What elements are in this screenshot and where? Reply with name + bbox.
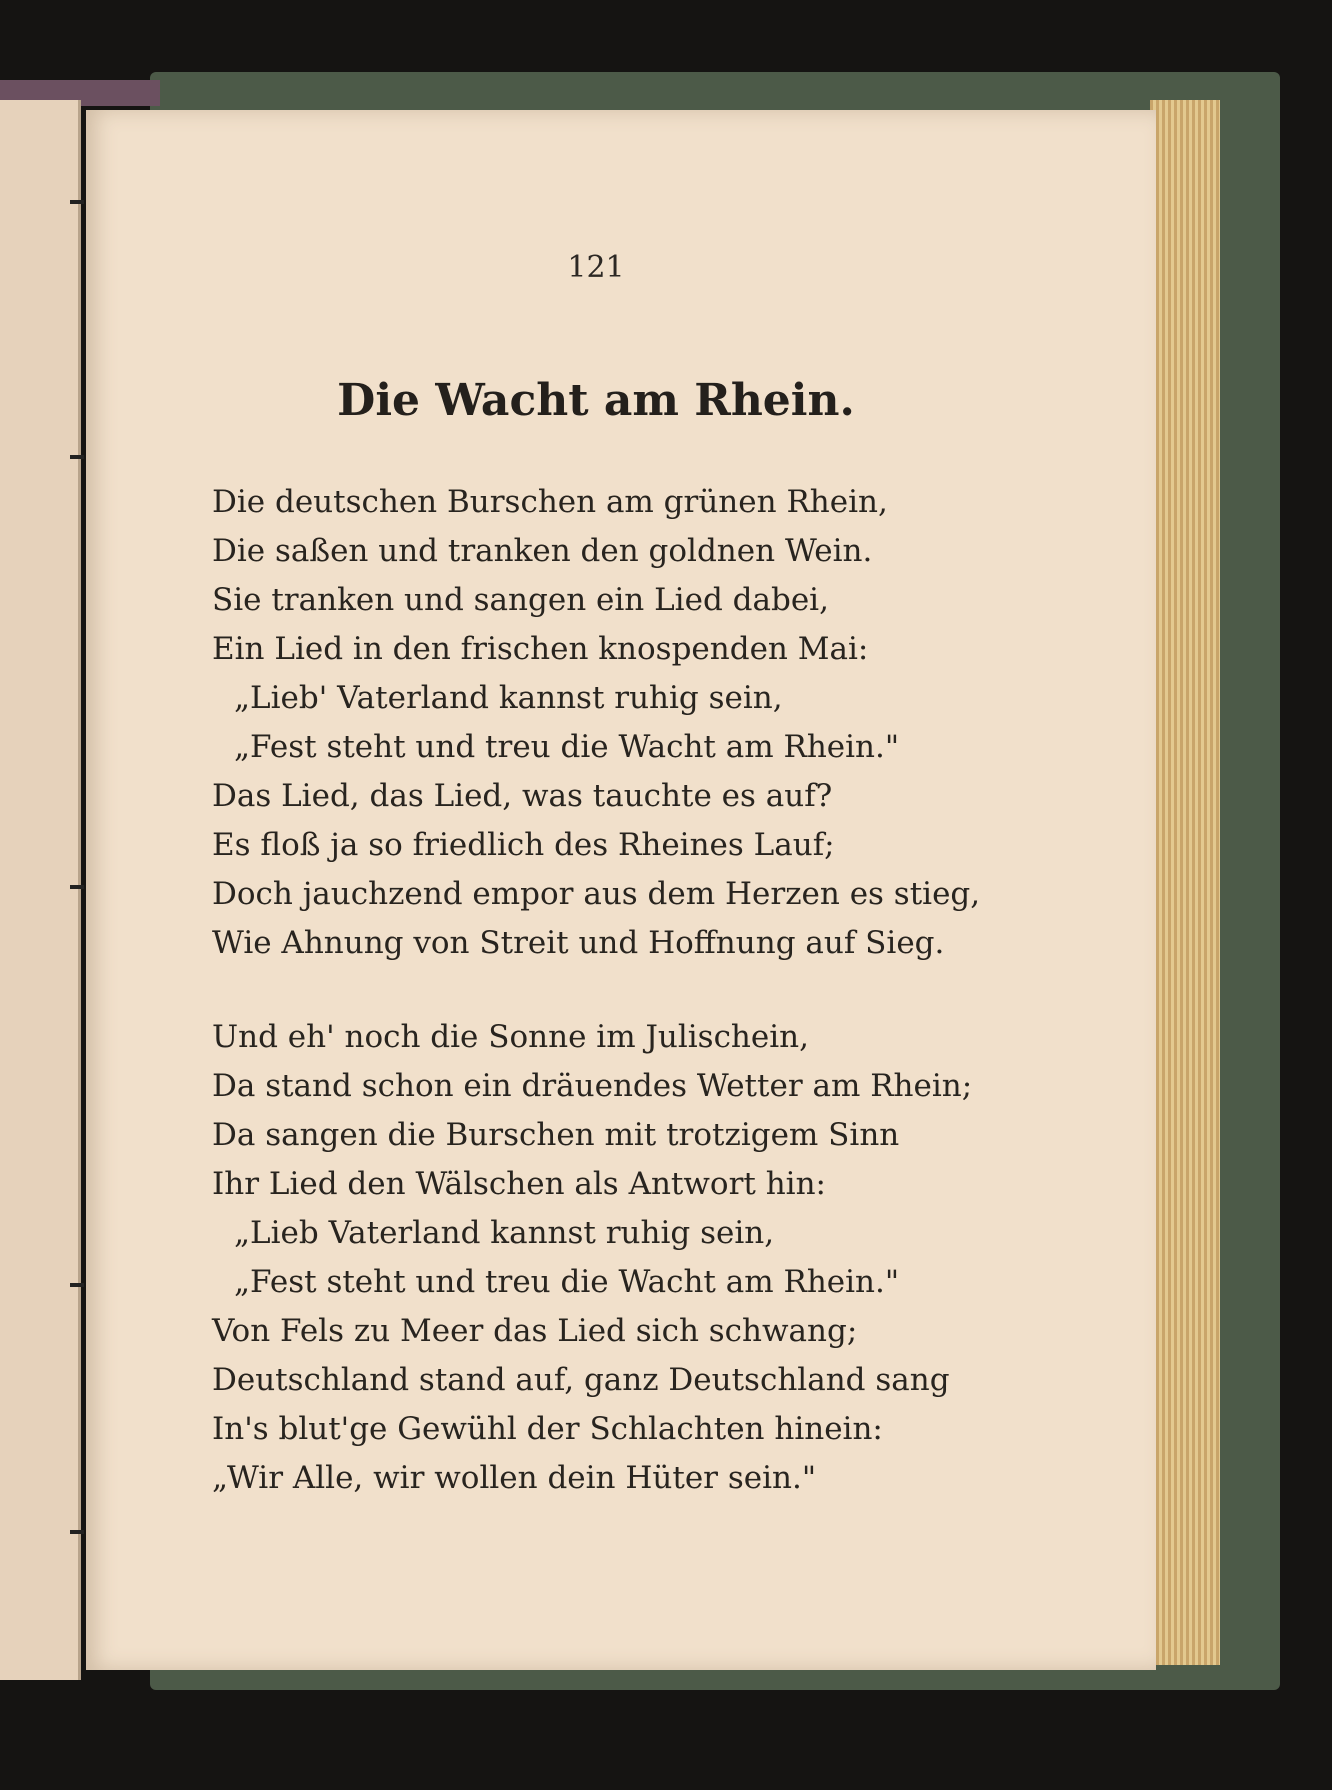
verse-line: Wie Ahnung von Streit und Hoffnung auf Sieg. xyxy=(212,925,945,961)
verse-line: In's blut'ge Gewühl der Schlachten hinein: xyxy=(212,1411,883,1447)
stitch xyxy=(70,200,84,204)
verse-line: Die deutschen Burschen am grünen Rhein, xyxy=(212,484,888,520)
verse-line: Das Lied, das Lied, was tauchte es auf? xyxy=(212,778,833,814)
stanza-2 xyxy=(212,1013,972,1503)
verse-line: Doch jauchzend empor aus dem Herzen es stieg, xyxy=(212,876,981,912)
verse-line: Ihr Lied den Wälschen als Antwort hin: xyxy=(212,1166,826,1202)
verse-line: „Fest steht und treu die Wacht am Rhein." xyxy=(234,1264,900,1300)
left-page xyxy=(0,100,81,1680)
verse-line: Und eh' noch die Sonne im Julischein, xyxy=(212,1019,809,1055)
stitch xyxy=(70,455,84,459)
verse-line: „Wir Alle, wir wollen dein Hüter sein." xyxy=(212,1460,817,1496)
verse-line: Deutschland stand auf, ganz Deutschland sang xyxy=(212,1362,950,1398)
verse-line: „Lieb Vaterland kannst ruhig sein, xyxy=(234,1215,775,1251)
stitch xyxy=(70,1283,84,1287)
stitch xyxy=(70,1530,84,1534)
page-number: 121 xyxy=(567,250,625,285)
poem-title: Die Wacht am Rhein. xyxy=(337,375,855,426)
stanza-1 xyxy=(212,478,980,968)
verse-line: Von Fels zu Meer das Lied sich schwang; xyxy=(212,1313,858,1349)
verse-line: „Fest steht und treu die Wacht am Rhein." xyxy=(234,729,900,765)
verse-line: Da stand schon ein dräuendes Wetter am Rhein; xyxy=(212,1068,973,1104)
verse-line: Es floß ja so friedlich des Rheines Lauf; xyxy=(212,827,835,863)
page-edges xyxy=(1150,100,1220,1665)
stitch xyxy=(70,885,84,889)
verse-line: Da sangen die Burschen mit trotzigem Sinn xyxy=(212,1117,900,1153)
verse-line: Sie tranken und sangen ein Lied dabei, xyxy=(212,582,829,618)
verse-line: Die saßen und tranken den goldnen Wein. xyxy=(212,533,873,569)
verse-line: Ein Lied in den frischen knospenden Mai: xyxy=(212,631,869,667)
verse-line: „Lieb' Vaterland kannst ruhig sein, xyxy=(234,680,783,716)
